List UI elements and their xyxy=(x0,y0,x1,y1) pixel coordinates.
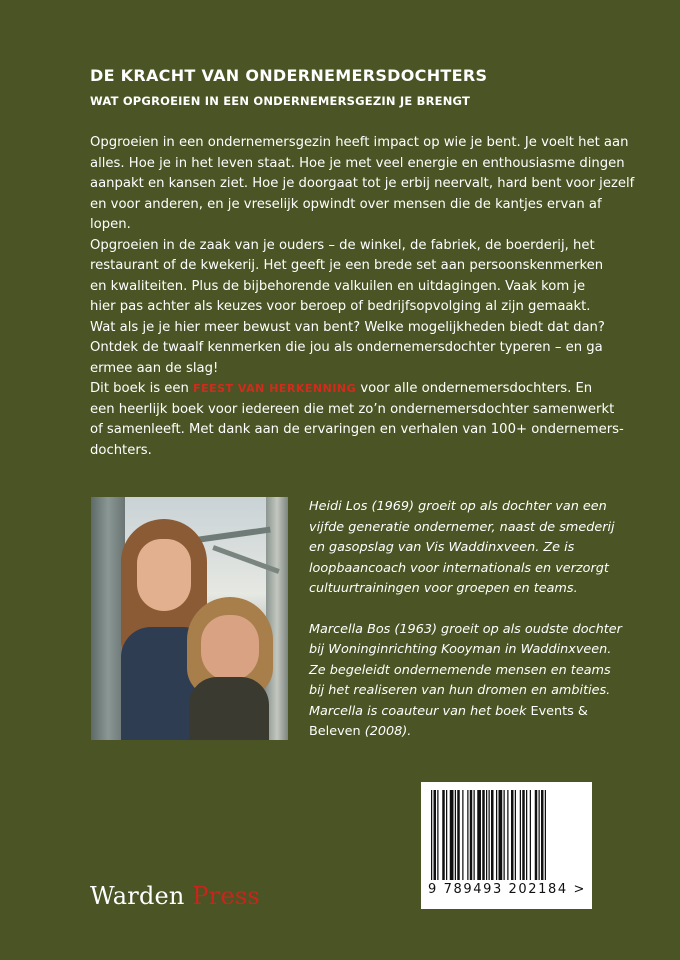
barcode-bar xyxy=(541,790,544,880)
bio-line: bij het realiseren van hun dromen en ambities. xyxy=(309,683,611,698)
barcode-bar xyxy=(431,790,432,880)
barcode-bar xyxy=(474,790,475,880)
bio-line: en gasopslag van Vis Waddinxveen. Ze is xyxy=(309,540,575,555)
bio-line: Heidi Los (1969) groeit op als dochter van een xyxy=(309,499,607,514)
bio-line: bij Woninginrichting Kooyman in Waddinxveen. xyxy=(309,642,612,657)
barcode-bar xyxy=(526,790,527,880)
barcode-bar xyxy=(462,790,463,880)
author-2-face xyxy=(201,615,259,681)
barcode-bar xyxy=(486,790,487,880)
barcode-bar xyxy=(522,790,525,880)
author-1-face xyxy=(137,539,191,611)
author-2-body xyxy=(189,677,269,740)
publisher-name-part1: Warden xyxy=(90,882,193,910)
authors-photo xyxy=(91,497,288,740)
book-year: (2008). xyxy=(360,724,412,739)
bio-line xyxy=(309,722,609,743)
barcode-bar xyxy=(499,790,503,880)
bio-line: vijfde generatie ondernemer, naast de smederij xyxy=(309,519,615,535)
publisher-name-part2: Press xyxy=(192,882,260,910)
blurb-line: of samenleeft. Met dank aan de ervaringen en verhalen van 100+ ondernemers- xyxy=(90,422,624,437)
barcode-bar xyxy=(545,790,546,880)
book-reference-cont: Beleven xyxy=(309,724,361,739)
bio-line: Ze begeleidt ondernemende mensen en teams xyxy=(309,662,611,678)
barcode-bar xyxy=(491,790,494,880)
blurb-line: Opgroeien in de zaak van je ouders – de winkel, de fabriek, de boerderij, het xyxy=(90,237,595,253)
barcode-bar xyxy=(467,790,468,880)
barcode-bar xyxy=(482,790,485,880)
barcode-bar xyxy=(535,790,538,880)
barcode-bars xyxy=(421,782,592,882)
barcode-bar xyxy=(477,790,481,880)
book-reference: Events & xyxy=(530,703,588,719)
bio-line: loopbaancoach voor internationals en verzorgt xyxy=(309,560,609,576)
blurb-line: aanpakt en kansen ziet. Hoe je doorgaat tot je erbij neervalt, hard bent voor jezelf xyxy=(90,176,635,191)
highlight-before: Dit boek is een xyxy=(90,381,194,396)
bio-text: Marcella is coauteur van het boek xyxy=(309,703,531,719)
blurb-line: Opgroeien in een ondernemersgezin heeft impact op wie je bent. Je voelt het aan xyxy=(90,135,629,150)
blurb-line: een heerlijk boek voor iedereen die met zo’n ondernemersdochter samenwerkt xyxy=(90,401,615,417)
barcode-bar xyxy=(457,790,460,880)
book-subtitle: WAT OPGROEIEN IN EEN ONDERNEMERSGEZIN JE BRENGT xyxy=(90,94,470,108)
blurb-line: lopen. xyxy=(90,217,131,232)
blurb-line: Wat als je je hier meer bewust van bent? Welke mogelijkheden biedt dat dan? xyxy=(90,319,605,335)
highlight-after: voor alle ondernemersdochters. En xyxy=(356,381,593,396)
blurb-highlight-line xyxy=(90,379,610,400)
blurb-line: hier pas achter als keuzes voor beroep of bedrijfsopvolging al zijn gemaakt. xyxy=(90,299,591,314)
barcode-bar xyxy=(455,790,456,880)
photo-pillar-right xyxy=(266,497,288,740)
barcode-bar xyxy=(496,790,497,880)
barcode-bar xyxy=(539,790,540,880)
blurb xyxy=(90,133,635,461)
bio-line: Marcella Bos (1963) groeit op als oudste dochter xyxy=(309,621,622,637)
blurb-line: restaurant of de kwekerij. Het geeft je een brede set aan persoonskenmerken xyxy=(90,258,604,273)
barcode-bar xyxy=(489,790,490,880)
bio-heidi xyxy=(309,497,615,600)
barcode-bar xyxy=(450,790,454,880)
barcode-bar xyxy=(442,790,445,880)
blurb-line: ermee aan de slag! xyxy=(90,360,219,376)
blurb-line: alles. Hoe je in het leven staat. Hoe je met veel energie en enthousiasme dingen xyxy=(90,155,625,171)
barcode-bar xyxy=(511,790,514,880)
author-bios xyxy=(309,497,622,743)
photo-pillar-left xyxy=(91,497,125,740)
barcode-bar xyxy=(446,790,447,880)
barcode-bar xyxy=(507,790,508,880)
highlight-phrase: FEEST VAN HERKENNING xyxy=(193,382,357,395)
book-title: DE KRACHT VAN ONDERNEMERSDOCHTERS xyxy=(90,66,488,85)
barcode-bar xyxy=(470,790,473,880)
barcode-bar xyxy=(434,790,437,880)
isbn-barcode xyxy=(421,782,592,909)
barcode-bar xyxy=(530,790,531,880)
barcode-bar xyxy=(504,790,505,880)
bio-line xyxy=(309,702,609,723)
blurb-line: en kwaliteiten. Plus de bijbehorende valkuilen en uitdagingen. Vaak kom je xyxy=(90,278,586,294)
barcode-digits: 9 789493 202184 > xyxy=(428,882,587,897)
blurb-line: en voor anderen, en je vreselijk opwindt over mensen die de kantjes ervan af xyxy=(90,196,602,212)
bio-marcella xyxy=(309,620,622,743)
barcode-bar xyxy=(515,790,516,880)
blurb-line: dochters. xyxy=(90,442,152,458)
publisher-logo xyxy=(90,882,260,910)
barcode-bar xyxy=(437,790,438,880)
barcode-bar xyxy=(520,790,521,880)
blurb-line: Ontdek de twaalf kenmerken die jou als ondernemersdochter typeren – en ga xyxy=(90,340,603,355)
bio-line: cultuurtrainingen voor groepen en teams. xyxy=(309,581,578,596)
